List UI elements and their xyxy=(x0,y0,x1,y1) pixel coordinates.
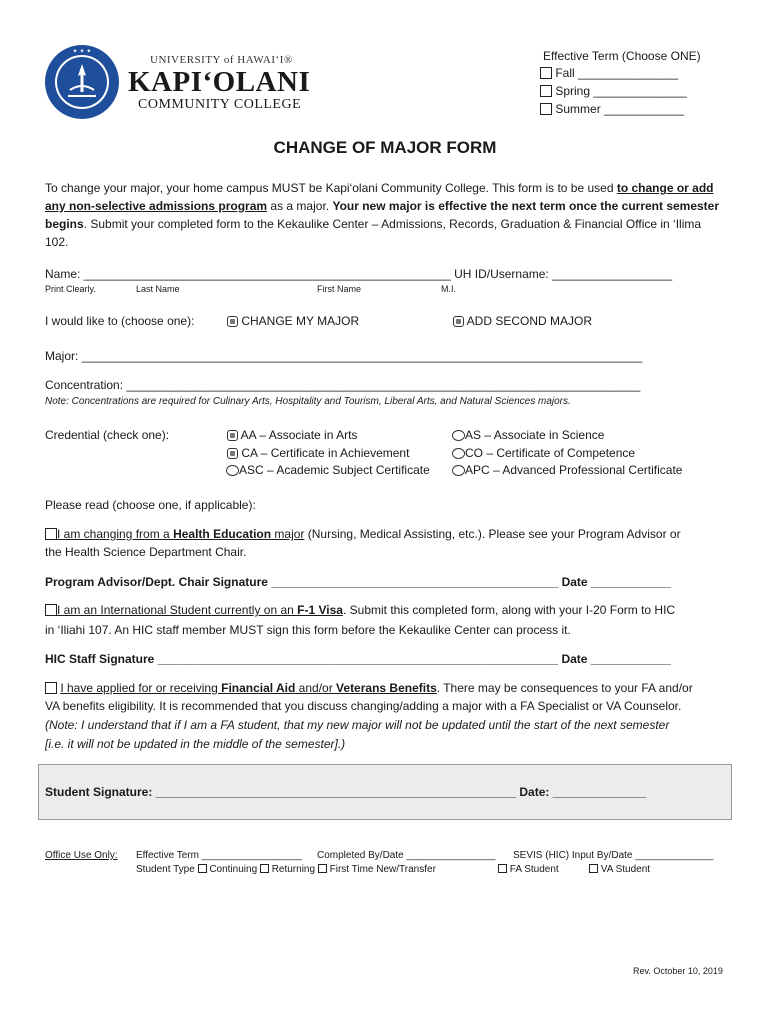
aid-line-2: VA benefits eligibility. It is recommended that you discuss changing/adding a major with a FA Specialist or VA Counselor. xyxy=(45,699,682,713)
credential-asc-radio[interactable] xyxy=(226,465,239,476)
credential-asc[interactable] xyxy=(226,463,430,477)
health-line-2: the Health Science Department Chair. xyxy=(45,545,247,559)
credential-apc-label: APC – Advanced Professional Certificate xyxy=(465,463,683,477)
concentration-note: Note: Concentrations are required for Culinary Arts, Hospitality and Tourism, Liberal Arts, and Natural Sciences majors. xyxy=(45,396,571,407)
term-summer-checkbox[interactable] xyxy=(540,103,552,115)
aid-line-3: (Note: I understand that if I am a FA student, that my new major will not be updated until the start of the next semester xyxy=(45,718,670,732)
term-fall[interactable] xyxy=(540,66,678,80)
credential-as-label: AS – Associate in Science xyxy=(465,428,605,442)
intro-paragraph: To change your major, your home campus MUST be Kapi‘olani Community College. This form is to be used to change or add any non-selective admissions program as a major. Your new major is effective the next term once the current semester begins. Submit your completed form to the Kekaulike Center – Admissions, Records, Graduation & Financial Office in ‘Ilima 102. xyxy=(45,181,720,249)
concentration-line[interactable]: Concentration: _____________________________________________________________________________ xyxy=(45,378,641,392)
fa-student-checkbox[interactable] xyxy=(498,864,507,873)
office-completed-by[interactable]: Completed By/Date ________________ xyxy=(317,850,496,861)
international-student-checkbox[interactable] xyxy=(45,604,57,616)
continuing-label: Continuing xyxy=(209,864,258,875)
continuing-checkbox[interactable] xyxy=(198,864,207,873)
credential-ca[interactable] xyxy=(227,446,409,460)
credential-ca-label: CA – Certificate in Achievement xyxy=(241,446,410,460)
office-use-label: Office Use Only: xyxy=(45,850,118,861)
intl-text-2: F-1 Visa xyxy=(297,603,343,617)
college-subtitle: COMMUNITY COLLEGE xyxy=(138,97,302,112)
university-name: UNIVERSITY of HAWAI‘I® xyxy=(150,54,293,66)
credential-co-label: CO – Certificate of Competence xyxy=(465,446,636,460)
change-major-option[interactable] xyxy=(227,314,359,328)
first-time-checkbox[interactable] xyxy=(318,864,327,873)
intl-text-rest: . Submit this completed form, along with your I-20 Form to HIC xyxy=(342,603,676,617)
first-time-label: First Time New/Transfer xyxy=(329,864,436,875)
credential-as[interactable] xyxy=(452,428,604,442)
college-seal xyxy=(44,44,120,120)
credential-ca-radio[interactable] xyxy=(227,448,238,459)
student-type-label: Student Type xyxy=(136,864,195,875)
add-second-major-label: ADD SECOND MAJOR xyxy=(466,314,593,328)
credential-aa-radio[interactable] xyxy=(227,430,238,441)
term-spring[interactable] xyxy=(540,84,687,98)
intl-text-1: I am an International Student currently on an xyxy=(57,603,298,617)
last-name-caption: Last Name xyxy=(136,284,180,294)
credential-co[interactable] xyxy=(452,446,635,460)
form-title: CHANGE OF MAJOR FORM xyxy=(273,138,497,157)
aid-line-4: [i.e. it will not be updated in the middle of the semester].) xyxy=(45,737,346,751)
effective-term-title: Effective Term (Choose ONE) xyxy=(543,49,701,63)
change-major-label: CHANGE MY MAJOR xyxy=(241,314,360,328)
aid-text-rest: . There may be consequences to your FA and/or xyxy=(436,681,693,695)
term-spring-checkbox[interactable] xyxy=(540,85,552,97)
term-fall-label: Fall _______________ xyxy=(555,66,679,80)
health-text-3: major xyxy=(271,527,305,541)
health-text-2: Health Education xyxy=(173,527,272,541)
credential-apc[interactable] xyxy=(452,463,682,477)
credential-aa[interactable] xyxy=(227,428,357,442)
svg-text:✦ ✦ ✦: ✦ ✦ ✦ xyxy=(72,48,92,55)
international-student-option[interactable] xyxy=(45,603,675,617)
intl-line-2: in ‘Iliahi 107. An HIC staff member MUST sign this form before the Kekaulike Center can process it. xyxy=(45,623,571,637)
office-sevis[interactable]: SEVIS (HIC) Input By/Date ______________ xyxy=(513,850,714,861)
please-read-label: Please read (choose one, if applicable): xyxy=(45,498,256,512)
mi-caption: M.I. xyxy=(441,284,456,294)
change-major-radio[interactable] xyxy=(227,316,238,327)
add-second-major-radio[interactable] xyxy=(453,316,464,327)
add-second-major-option[interactable] xyxy=(453,314,592,328)
credential-label: Credential (check one): xyxy=(45,428,170,442)
term-spring-label: Spring ______________ xyxy=(555,84,687,98)
health-education-option[interactable] xyxy=(45,527,681,541)
credential-co-radio[interactable] xyxy=(452,448,465,459)
aid-text-1: I have applied for or receiving xyxy=(60,681,222,695)
returning-checkbox[interactable] xyxy=(260,864,269,873)
financial-aid-option[interactable] xyxy=(45,681,693,695)
college-name: KAPI‘OLANI xyxy=(128,66,311,98)
major-line[interactable]: Major: ____________________________________________________________________________________ xyxy=(45,349,643,363)
program-advisor-signature-line[interactable]: Program Advisor/Dept. Chair Signature ___________________________________________ Date ____________ xyxy=(45,575,672,589)
va-student-label: VA Student xyxy=(600,864,651,875)
health-text-rest: (Nursing, Medical Assisting, etc.). Please see your Program Advisor or xyxy=(304,527,681,541)
aid-text-3: and/or xyxy=(295,681,337,695)
credential-aa-label: AA – Associate in Arts xyxy=(240,428,358,442)
financial-aid-checkbox[interactable] xyxy=(45,682,57,694)
first-name-caption: First Name xyxy=(317,284,362,294)
office-fa-student[interactable] xyxy=(498,864,559,875)
health-text-1: I am changing from a xyxy=(57,527,174,541)
credential-as-radio[interactable] xyxy=(452,430,465,441)
office-effective-term[interactable]: Effective Term __________________ xyxy=(136,850,302,861)
health-education-checkbox[interactable] xyxy=(45,528,57,540)
office-va-student[interactable] xyxy=(589,864,650,875)
choose-one-label: I would like to (choose one): xyxy=(45,314,195,328)
term-summer[interactable] xyxy=(540,102,684,116)
term-fall-checkbox[interactable] xyxy=(540,67,552,79)
revision-date: Rev. October 10, 2019 xyxy=(633,966,723,976)
hic-staff-signature-line[interactable]: HIC Staff Signature ____________________________________________________________ Date ____________ xyxy=(45,652,671,666)
credential-apc-radio[interactable] xyxy=(452,465,465,476)
term-summer-label: Summer ____________ xyxy=(555,102,685,116)
va-student-checkbox[interactable] xyxy=(589,864,598,873)
credential-asc-label: ASC – Academic Subject Certificate xyxy=(239,463,430,477)
print-clearly: Print Clearly. xyxy=(45,284,96,294)
office-student-type xyxy=(136,864,436,875)
name-line[interactable]: Name: _______________________________________________________ UH ID/Username: __________________ xyxy=(45,267,673,281)
returning-label: Returning xyxy=(271,864,316,875)
fa-student-label: FA Student xyxy=(509,864,559,875)
aid-text-4: Veterans Benefits xyxy=(336,681,437,695)
aid-text-2: Financial Aid xyxy=(221,681,296,695)
student-signature-line[interactable]: Student Signature: ______________________________________________________ Date: ______________ xyxy=(45,785,647,799)
